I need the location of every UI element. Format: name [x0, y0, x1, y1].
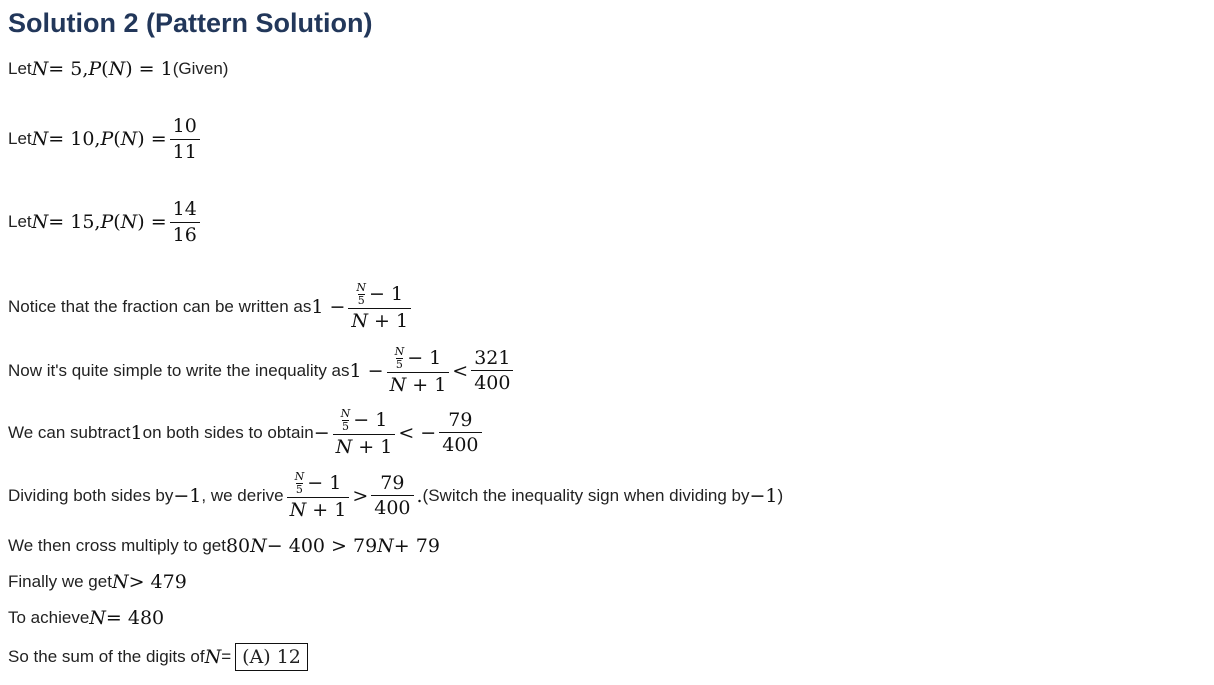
denominator: 400 [439, 432, 481, 456]
less-than: < − [398, 421, 437, 444]
numerator [292, 471, 345, 497]
math-var: N [31, 58, 49, 80]
math-var: N [351, 310, 369, 333]
math: = 5, [48, 58, 89, 80]
small-den: 5 [357, 293, 365, 307]
math-var: N [111, 571, 129, 593]
math-var: N [250, 535, 267, 557]
math: + 1 [368, 310, 409, 333]
denominator: 400 [371, 495, 413, 519]
text: ) [777, 485, 784, 505]
math: ( [113, 211, 121, 234]
math: + 79 [393, 535, 440, 557]
math-var: N [289, 499, 307, 522]
text: = [221, 647, 232, 666]
math-var: N [89, 607, 106, 629]
math: > 479 [128, 571, 187, 593]
math: 80 [225, 535, 251, 557]
fraction [348, 282, 411, 332]
math: 1 − [311, 295, 346, 318]
text: Let [8, 212, 32, 232]
text: (Given) [172, 59, 229, 78]
fraction [333, 408, 396, 458]
math-var: P [100, 128, 114, 151]
math: + 1 [406, 374, 447, 397]
fraction [170, 116, 200, 163]
math-var: P [100, 211, 114, 234]
line-answer [8, 643, 308, 671]
small-den: 5 [395, 357, 403, 371]
minus-one: − 1 [407, 346, 442, 369]
math: − 400 > 79 [266, 535, 378, 557]
text: Finally we get [8, 572, 112, 591]
denominator: 400 [471, 370, 513, 394]
text: Notice that the fraction can be written as [8, 296, 312, 316]
text: on both sides to obtain [142, 422, 314, 442]
math: 1 [130, 421, 143, 444]
small-num: N [340, 407, 351, 420]
numerator: 79 [448, 408, 473, 431]
text: Let [8, 59, 32, 78]
math: ) = [137, 128, 167, 151]
text: To achieve [8, 608, 90, 627]
math-var: N [377, 535, 394, 557]
math-var: N [108, 58, 126, 80]
text: (Switch the inequality sign when dividing by [422, 485, 750, 505]
answer-box: (A) 12 [235, 643, 308, 671]
numerator: 321 [474, 346, 511, 369]
text: So the sum of the digits of [8, 647, 205, 666]
period: . [416, 484, 423, 507]
small-fraction [341, 408, 351, 432]
text: We can subtract [8, 422, 131, 442]
solution-heading: Solution 2 (Pattern Solution) [8, 8, 373, 38]
line-inequality [8, 346, 516, 396]
math: = 10, [48, 128, 101, 151]
numerator: 14 [172, 198, 197, 220]
minus-one: − 1 [307, 471, 342, 494]
math: + 1 [352, 436, 393, 459]
denominator: 16 [170, 222, 200, 246]
small-den: 5 [295, 482, 303, 496]
math: + 1 [306, 499, 347, 522]
fraction [287, 471, 350, 521]
fraction [471, 348, 513, 395]
text: Let [8, 129, 32, 149]
line-achieve [8, 607, 164, 629]
line-n10 [8, 116, 203, 163]
math-var: N [120, 211, 138, 234]
math: ) = 1 [125, 58, 173, 80]
fraction [439, 410, 481, 457]
denominator [287, 497, 350, 521]
denominator [333, 434, 396, 458]
line-finally [8, 571, 187, 593]
minus-one: − 1 [369, 282, 404, 305]
text: Now it's quite simple to write the inequality as [8, 360, 350, 380]
text: Dividing both sides by [8, 485, 174, 505]
small-num: N [356, 281, 367, 294]
fraction [371, 473, 413, 520]
numerator [392, 346, 445, 372]
denominator [348, 308, 411, 332]
line-subtract [8, 408, 485, 458]
math-var: N [335, 436, 353, 459]
line-cross-multiply [8, 535, 440, 557]
math: ) = [137, 211, 167, 234]
numerator [338, 408, 391, 434]
math: 1 − [349, 359, 384, 382]
denominator [387, 372, 450, 396]
math: ( [101, 58, 109, 80]
line-divide [8, 471, 783, 521]
greater-than: > [352, 484, 369, 507]
fraction [170, 199, 200, 246]
math: ( [113, 128, 121, 151]
math: − [313, 421, 330, 444]
small-num: N [294, 470, 305, 483]
minus-one: − 1 [353, 408, 388, 431]
text: We then cross multiply to get [8, 536, 226, 555]
fraction [387, 346, 450, 396]
math-var: N [204, 646, 222, 668]
line-given [8, 58, 228, 80]
denominator: 11 [170, 139, 200, 163]
text: , we derive [201, 485, 284, 505]
line-notice [8, 282, 414, 332]
small-fraction [395, 346, 405, 370]
math-var: N [31, 211, 49, 234]
line-n15 [8, 199, 203, 246]
small-den: 5 [341, 419, 349, 433]
less-than: < [452, 359, 469, 382]
numerator [353, 282, 406, 308]
math: −1 [173, 484, 202, 507]
math: = 480 [105, 607, 165, 629]
math: −1 [749, 484, 778, 507]
math-var: P [88, 58, 102, 80]
numerator: 79 [380, 471, 405, 494]
math-var: N [389, 374, 407, 397]
small-fraction [356, 282, 366, 306]
small-num: N [394, 345, 405, 358]
math-var: N [31, 128, 49, 151]
math: = 15, [48, 211, 101, 234]
math-var: N [120, 128, 138, 151]
small-fraction [295, 471, 305, 495]
numerator: 10 [172, 115, 197, 137]
